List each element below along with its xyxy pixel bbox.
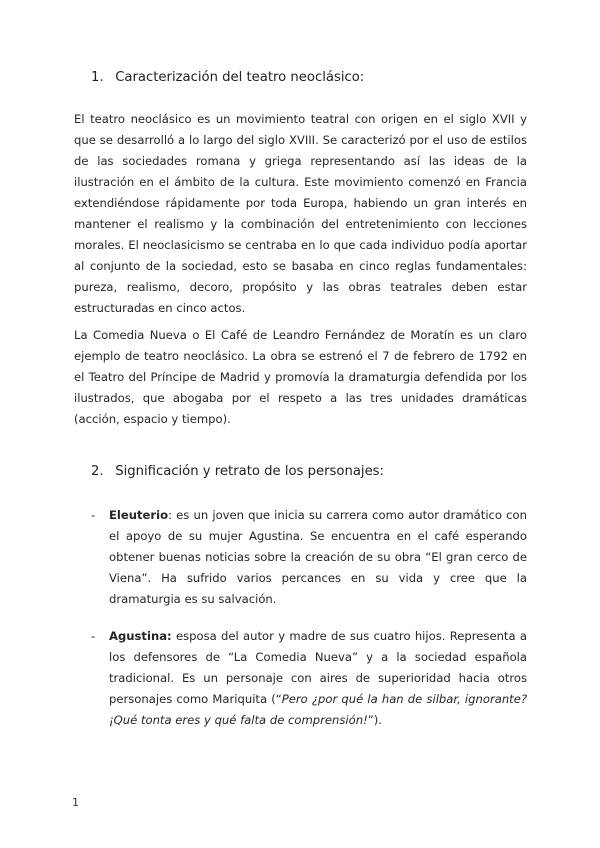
section-title: Caracterización del teatro neoclásico: — [115, 70, 365, 85]
character-name: Agustina: — [109, 629, 172, 643]
character-quote: Pero ¿por qué la han de silbar, ignorante? ¡Qué tonta eres y qué falta de comprensión! — [109, 692, 527, 727]
paragraph-comedia-nueva: La Comedia Nueva o El Café de Leandro Fernández de Moratín es un claro ejemplo de teatro neoclásico. La obra se estrenó el 7 de febrero de 1792 en el Teatro del Príncipe de Madrid y promovía la dramaturgia defendida por los ilustrados, que abogaba por el respeto a las tres unidades dramáticas (acción, espacio y tiempo). — [74, 328, 527, 426]
bullet-dash: - — [91, 629, 96, 643]
section-number: 1. — [91, 70, 104, 85]
character-description: esposa del autor y madre de sus cuatro hijos. Representa a los defensores de “La Comedia Nueva” y a la sociedad española tradicional. Es un personaje con aires de superioridad hacia otros personajes como Mariquita (“ — [109, 629, 527, 706]
section-number: 2. — [91, 464, 104, 479]
paragraph-neoclassical-theatre: El teatro neoclásico es un movimiento teatral con origen en el siglo XVII y que se desarrolló a lo largo del siglo XVIII. Se caracterizó por el uso de estilos de las sociedades romana y griega representando así las ideas de la ilustración en el ámbito de la cultura. Este movimiento comenzó en Francia extendiéndose rápidamente por toda Europa, habiendo un gran interés en mantener el realismo y la combinación del entretenimiento con lecciones morales. El neoclasicismo se centraba en lo que cada individuo podía aportar al conjunto de la sociedad, esto se basaba en cinco reglas fundamentales: pureza, realismo, decoro, propósito y las obras teatrales deben estar estructuradas en cinco actos. — [74, 112, 527, 315]
section-title: Significación y retrato de los personajes: — [115, 464, 384, 479]
character-name: Eleuterio — [109, 508, 169, 522]
character-description: es un joven que inicia su carrera como autor dramático con el apoyo de su mujer Agustina. Se encuentra en el café esperando obtener buenas noticias sobre la creación de su obra “El gran cerco de Viena”. Ha sufrido varios percances en su vida y cree que la dramaturgia es su salvación. — [109, 508, 527, 606]
bullet-dash: - — [91, 508, 96, 522]
character-item-agustina — [91, 626, 527, 731]
section-heading-2 — [91, 464, 384, 479]
character-name-colon: : — [168, 508, 172, 522]
character-description-end: ”). — [367, 713, 382, 727]
section-heading-1 — [91, 70, 364, 85]
page-number: 1 — [72, 796, 79, 809]
character-item-eleuterio — [91, 505, 527, 610]
